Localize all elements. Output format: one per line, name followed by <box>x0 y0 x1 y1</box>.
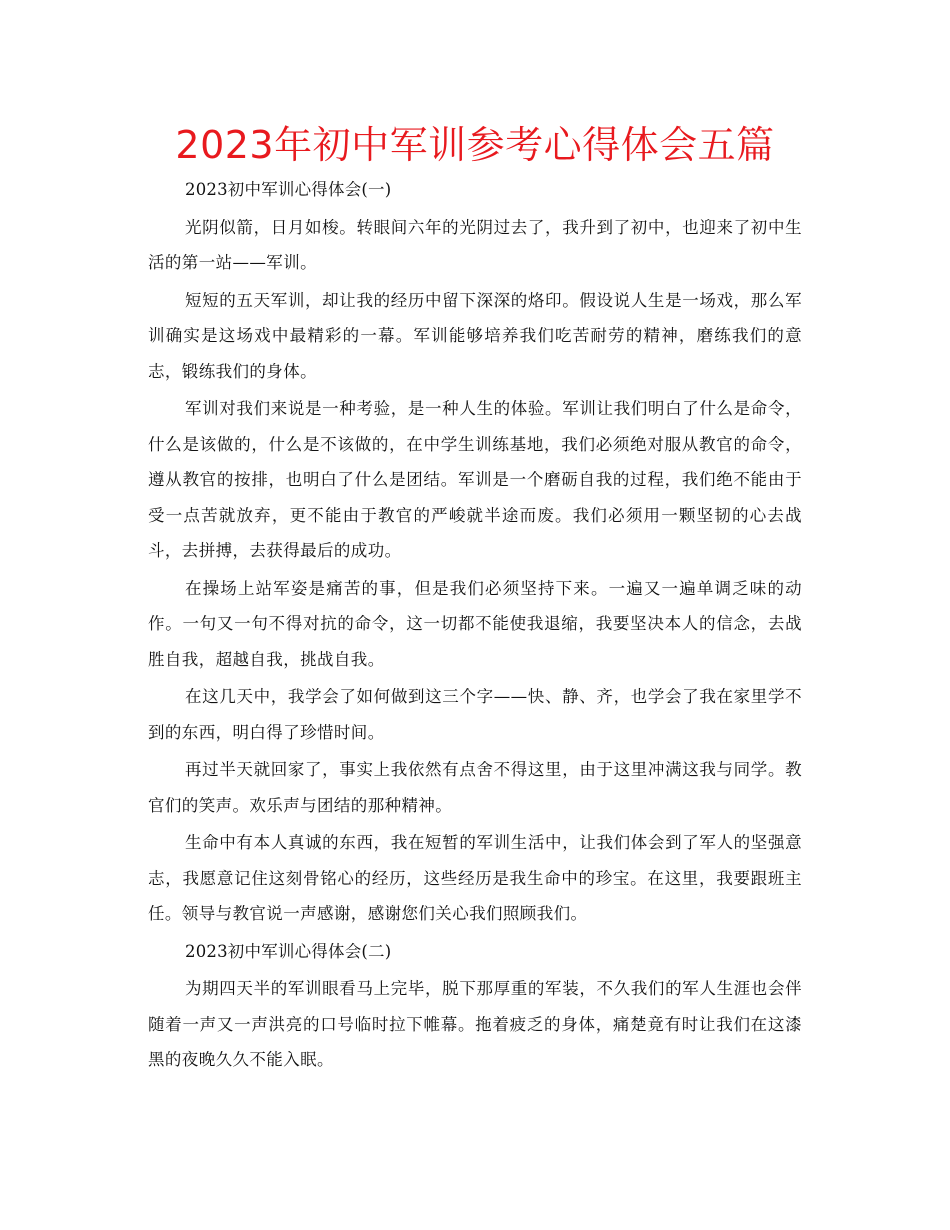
section-heading-1: 2023初中军训心得体会(一) <box>185 180 392 199</box>
paragraph: 短短的五天军训，却让我的经历中留下深深的烙印。假设说人生是一场戏，那么军训确实是这场戏中最精彩的一幕。军训能够培养我们吃苦耐劳的精神，磨练我们的意志，锻练我们的身体。 <box>148 290 802 381</box>
document-body <box>148 172 802 1078</box>
paragraph: 军训对我们来说是一种考验，是一种人生的体验。军训让我们明白了什么是命令，什么是该做的，什么是不该做的，在中学生训练基地，我们必须绝对服从教官的命令，遵从教官的按排，也明白了什么是团结。军训是一个磨砺自我的过程，我们绝不能由于受一点苦就放弃，更不能由于教官的严峻就半途而废。我们必须用一颗坚韧的心去战斗，去拼搏，去获得最后的成功。 <box>148 399 802 560</box>
paragraph: 再过半天就回家了，事实上我依然有点舍不得这里，由于这里冲满这我与同学。教官们的笑声。欢乐声与团结的那种精神。 <box>148 760 802 815</box>
paragraph: 在操场上站军姿是痛苦的事，但是我们必须坚持下来。一遍又一遍单调乏味的动作。一句又一句不得对抗的命令，这一切都不能使我退缩，我要坚决本人的信念，去战胜自我，超越自我，挑战自我。 <box>148 578 802 669</box>
paragraph: 在这几天中，我学会了如何做到这三个字——快、静、齐，也学会了我在家里学不到的东西，明白得了珍惜时间。 <box>148 687 802 742</box>
paragraph: 光阴似箭，日月如梭。转眼间六年的光阴过去了，我升到了初中，也迎来了初中生活的第一站——军训。 <box>148 217 802 272</box>
document-title: 2023年初中军训参考心得体会五篇 <box>175 123 775 167</box>
paragraph: 为期四天半的军训眼看马上完毕，脱下那厚重的军装，不久我们的军人生涯也会伴随着一声又一声洪亮的口号临时拉下帷幕。拖着疲乏的身体，痛楚竟有时让我们在这漆黑的夜晚久久不能入眠。 <box>148 979 802 1069</box>
paragraph: 生命中有本人真诚的东西，我在短暂的军训生活中，让我们体会到了军人的坚强意志，我愿意记住这刻骨铭心的经历，这些经历是我生命中的珍宝。在这里，我要跟班主任。领导与教官说一声感谢，感谢您们关心我们照顾我们。 <box>148 833 802 923</box>
section-heading-2: 2023初中军训心得体会(二) <box>185 941 392 961</box>
